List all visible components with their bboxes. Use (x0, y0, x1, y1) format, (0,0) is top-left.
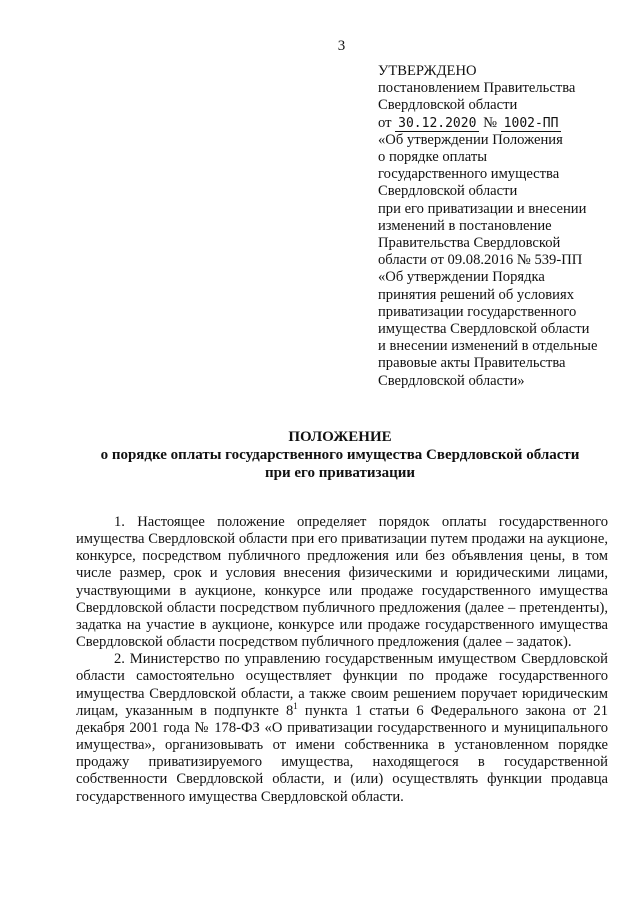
title-heading: ПОЛОЖЕНИЕ (288, 429, 392, 445)
approval-line: правовые акты Правительства (378, 355, 566, 372)
approval-line: области от 09.08.2016 № 539-ПП (378, 252, 583, 269)
approval-line: изменений в постановление (378, 217, 552, 234)
title-line: при его приватизации (264, 465, 416, 481)
document-body (76, 514, 608, 806)
paragraph-2-text: 2. Министерство по управлению государственным имуществом Свердловской области самостоятельно осуществляет функции по продаже государственного имущества Свердловской области, а также своим решением поручает юридическим лицам, указанным в подпункте 8 (76, 651, 608, 719)
approval-block (378, 63, 623, 390)
approval-line: Свердловской области (378, 183, 518, 200)
approval-line: Свердловской области» (378, 372, 525, 389)
approval-heading: УТВЕРЖДЕНО (378, 63, 477, 79)
approval-date: 30.12.2020 (395, 117, 479, 132)
approval-line: постановлением Правительства (378, 80, 576, 97)
approval-line: «Об утверждении Положения (378, 131, 563, 148)
approval-line: приватизации государственного (378, 303, 577, 320)
title-line: о порядке оплаты государственного имущества Свердловской области (100, 447, 580, 463)
approval-date-line (378, 115, 623, 132)
approval-line: имущества Свердловской области (378, 321, 590, 338)
document-title (60, 428, 620, 482)
date-prefix: от (378, 114, 392, 131)
approval-line: принятия решений об условиях (378, 286, 574, 303)
approval-line: при его приватизации и внесении (378, 200, 587, 217)
approval-line: Правительства Свердловской (378, 235, 561, 252)
approval-line: и внесении изменений в отдельные (378, 338, 598, 355)
approval-line: Свердловской области (378, 97, 518, 114)
number-prefix: № (483, 114, 498, 131)
approval-number: 1002-ПП (501, 117, 562, 132)
approval-line: государственного имущества (378, 166, 560, 183)
approval-line: «Об утверждении Порядка (378, 269, 545, 286)
paragraph-2 (76, 651, 608, 805)
approval-line: о порядке оплаты (378, 149, 488, 166)
page-number: 3 (337, 38, 346, 54)
superscript: 1 (293, 700, 298, 711)
paragraph-1: 1. Настоящее положение определяет порядок оплаты государственного имущества Свердловской области при его приватизации путем продажи на аукционе, конкурсе, посредством публичного предложения или без объявления цены, в том числе размер, срок и условия внесения физическими и юридическими лицами, участвующими в аукционе, конкурсе или продаже государственного имущества Свердловской области посредством публичного предложения (далее – претенденты), задатка на участие в аукционе, конкурсе или продаже государственного имущества Свердловской области посредством публичного предложения (далее – задаток). (76, 514, 608, 651)
paragraph-2-text-continued: пункта 1 статьи 6 Федерального закона от 21 декабря 2001 года № 178-ФЗ «О приватизации государственного и муниципального имущества», организовывать от имени собственника в установленном порядке продажу приватизируемого имущества, находящегося в государственной собственности Свердловской области, и (или) осуществлять функции продавца государственного имущества Свердловской области. (76, 702, 608, 805)
